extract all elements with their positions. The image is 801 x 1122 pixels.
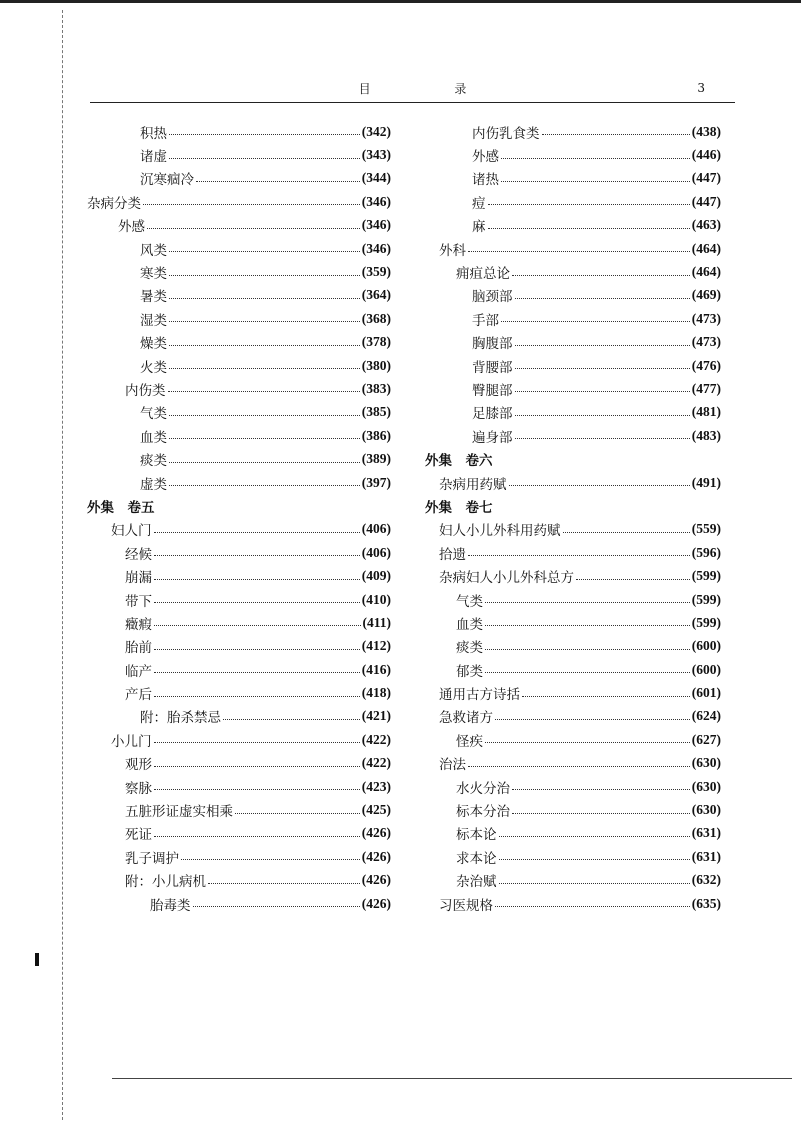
toc-entry [85, 424, 391, 447]
toc-entry-title: 治法 [439, 757, 466, 774]
toc-entry [423, 214, 721, 237]
dot-leader [485, 742, 690, 743]
toc-entry-title: 杂病用药赋 [439, 476, 507, 493]
dot-leader [495, 719, 690, 720]
toc-entry-title: 胸腹部 [472, 336, 513, 353]
toc-entry [85, 284, 391, 307]
toc-entry [423, 635, 721, 658]
toc-entry [85, 564, 391, 587]
toc-entry-page: (422) [361, 755, 391, 771]
toc-entry-title: 沉寒痼冷 [140, 172, 194, 189]
toc-entry-title: 崩漏 [125, 570, 152, 587]
dot-leader [154, 649, 360, 650]
toc-entry-title: 痰类 [456, 640, 483, 657]
dot-leader [154, 555, 360, 556]
toc-entry [423, 284, 721, 307]
toc-entry [85, 752, 391, 775]
toc-entry-page: (426) [361, 872, 391, 888]
toc-entry-title: 燥类 [140, 336, 167, 353]
toc-entry [423, 518, 721, 541]
toc-entry-title: 手部 [472, 312, 499, 329]
dot-leader [169, 438, 360, 439]
toc-entry-page: (343) [361, 147, 391, 163]
dot-leader [154, 766, 360, 767]
toc-entry-page: (464) [691, 264, 721, 280]
dot-leader [154, 836, 360, 837]
dot-leader [488, 228, 690, 229]
dot-leader [143, 204, 360, 205]
dot-leader [169, 345, 360, 346]
toc-entry-page: (364) [361, 287, 391, 303]
dot-leader [509, 485, 690, 486]
page-number: 3 [697, 81, 705, 95]
toc-entry-page: (630) [691, 755, 721, 771]
dot-leader [154, 742, 360, 743]
toc-entry [85, 331, 391, 354]
dot-leader [495, 906, 690, 907]
toc-entry-page: (469) [691, 287, 721, 303]
toc-entry [423, 705, 721, 728]
toc-entry-title: 乳子调护 [125, 850, 179, 867]
dot-leader [515, 391, 690, 392]
toc-entry-title: 胎前 [125, 640, 152, 657]
toc-entry-page: (630) [691, 802, 721, 818]
toc-entry-title: 痘 [472, 195, 486, 212]
toc-entry-title: 血类 [140, 429, 167, 446]
toc-entry-title: 杂病分类 [87, 195, 141, 212]
toc-entry-page: (447) [691, 193, 721, 209]
toc-entry-title: 死证 [125, 827, 152, 844]
toc-entry-page: (599) [691, 614, 721, 630]
toc-entry-title: 妇人小儿外科用药赋 [439, 523, 561, 540]
toc-entry-title: 虚类 [140, 476, 167, 493]
toc-entry [423, 167, 721, 190]
toc-entry [423, 845, 721, 868]
toc-entry-title: 求本论 [456, 850, 497, 867]
toc-entry [85, 471, 391, 494]
toc-entry-title: 内伤乳食类 [472, 125, 540, 142]
toc-entry [423, 377, 721, 400]
toc-entry [423, 260, 721, 283]
toc-entry-page: (342) [361, 123, 391, 139]
toc-entry-page: (631) [691, 825, 721, 841]
toc-entry-page: (385) [361, 404, 391, 420]
scan-binding-line [62, 10, 63, 1120]
toc-entry-page: (491) [691, 474, 721, 490]
dot-leader [499, 883, 690, 884]
toc-entry-title: 风类 [140, 242, 167, 259]
toc-section-heading [423, 447, 721, 470]
toc-entry-title: 痈疽总论 [456, 266, 510, 283]
toc-entry [85, 167, 391, 190]
toc-entry-page: (473) [691, 310, 721, 326]
toc-entry-title: 观形 [125, 757, 152, 774]
toc-entry [423, 611, 721, 634]
toc-entry-title: 标本论 [456, 827, 497, 844]
toc-entry-page: (346) [361, 240, 391, 256]
toc-entry [423, 564, 721, 587]
toc-entry [85, 588, 391, 611]
toc-entry-title: 内伤类 [125, 382, 166, 399]
dot-leader [154, 532, 360, 533]
toc-entry-title: 外集 卷五 [87, 499, 155, 516]
toc-entry [423, 752, 721, 775]
toc-entry-page: (359) [361, 264, 391, 280]
toc-entry-page: (383) [361, 380, 391, 396]
toc-entry [85, 798, 391, 821]
toc-entry [85, 892, 391, 915]
toc-entry-title: 气类 [140, 406, 167, 423]
toc-entry [423, 307, 721, 330]
toc-entry-page: (600) [691, 638, 721, 654]
toc-entry-title: 杂病妇人小儿外科总方 [439, 570, 574, 587]
toc-entry [423, 658, 721, 681]
toc-entry-page: (438) [691, 123, 721, 139]
toc-entry-title: 郁类 [456, 663, 483, 680]
toc-entry [423, 331, 721, 354]
toc-entry-page: (425) [361, 802, 391, 818]
dot-leader [485, 602, 690, 603]
toc-entry-title: 诸热 [472, 172, 499, 189]
dot-leader [468, 766, 690, 767]
toc-entry [423, 541, 721, 564]
toc-entry-title: 气类 [456, 593, 483, 610]
toc-entry [85, 705, 391, 728]
toc-entry-title: 寒类 [140, 266, 167, 283]
dot-leader [168, 391, 360, 392]
toc-entry [85, 214, 391, 237]
toc-entry-title: 痰类 [140, 453, 167, 470]
toc-right-column [423, 120, 721, 915]
toc-entry [423, 728, 721, 751]
toc-entry-page: (483) [691, 427, 721, 443]
toc-entry-title: 经候 [125, 546, 152, 563]
toc-entry-page: (412) [361, 638, 391, 654]
toc-entry-page: (599) [691, 591, 721, 607]
toc-entry [423, 588, 721, 611]
toc-entry-title: 积热 [140, 125, 167, 142]
toc-entry [85, 143, 391, 166]
toc-entry-page: (481) [691, 404, 721, 420]
dot-leader [515, 368, 690, 369]
toc-entry-title: 湿类 [140, 312, 167, 329]
toc-entry [85, 541, 391, 564]
toc-entry [85, 190, 391, 213]
toc-entry-title: 五脏形证虚实相乘 [125, 804, 233, 821]
dot-leader [169, 298, 360, 299]
dot-leader [169, 415, 360, 416]
dot-leader [154, 625, 361, 626]
toc-entry [423, 190, 721, 213]
dot-leader [576, 579, 690, 580]
dot-leader [169, 368, 360, 369]
toc-entry-title: 遍身部 [472, 429, 513, 446]
toc-entry [85, 822, 391, 845]
dot-leader [181, 859, 360, 860]
toc-entry-title: 标本分治 [456, 804, 510, 821]
dot-leader [501, 158, 690, 159]
running-title: 目 录 [358, 82, 507, 96]
toc-entry-title: 外感 [118, 219, 145, 236]
dot-leader [154, 789, 360, 790]
dot-leader [169, 251, 360, 252]
toc-entry-page: (624) [691, 708, 721, 724]
toc-entry-title: 产后 [125, 687, 152, 704]
toc-entry-title: 附：胎杀禁忌 [140, 710, 221, 727]
toc-entry-page: (447) [691, 170, 721, 186]
dot-leader [501, 181, 690, 182]
toc-entry-title: 带下 [125, 593, 152, 610]
toc-entry-title: 血类 [456, 616, 483, 633]
toc-entry [85, 447, 391, 470]
toc-section-heading [423, 494, 721, 517]
dot-leader [169, 485, 360, 486]
dot-leader [468, 251, 690, 252]
dot-leader [169, 158, 360, 159]
toc-entry-title: 杂治赋 [456, 874, 497, 891]
dot-leader [154, 672, 360, 673]
toc-entry-title: 习医规格 [439, 897, 493, 914]
toc-entry-page: (380) [361, 357, 391, 373]
toc-entry [423, 143, 721, 166]
toc-left-column [85, 120, 391, 915]
dot-leader [485, 672, 690, 673]
toc-entry-title: 外集 卷七 [425, 499, 493, 516]
toc-entry-title: 背腰部 [472, 359, 513, 376]
toc-entry-page: (368) [361, 310, 391, 326]
toc-entry [85, 635, 391, 658]
dot-leader [169, 275, 360, 276]
toc-entry [423, 822, 721, 845]
toc-entry-title: 临产 [125, 663, 152, 680]
dot-leader [208, 883, 360, 884]
toc-entry-title: 胎毒类 [150, 897, 191, 914]
toc-entry-page: (406) [361, 521, 391, 537]
toc-entry-page: (389) [361, 451, 391, 467]
dot-leader [154, 579, 360, 580]
dot-leader [154, 696, 360, 697]
toc-entry [423, 869, 721, 892]
dot-leader [515, 438, 690, 439]
toc-entry-title: 足膝部 [472, 406, 513, 423]
toc-entry [423, 401, 721, 424]
dot-leader [147, 228, 360, 229]
toc-entry-page: (473) [691, 334, 721, 350]
toc-entry-page: (464) [691, 240, 721, 256]
dot-leader [512, 813, 690, 814]
toc-entry [423, 892, 721, 915]
dot-leader [563, 532, 690, 533]
dot-leader [485, 625, 690, 626]
toc-entry [85, 728, 391, 751]
dot-leader [542, 134, 690, 135]
toc-entry-page: (630) [691, 778, 721, 794]
scan-mark [35, 953, 39, 966]
toc-entry [423, 775, 721, 798]
toc-entry-page: (426) [361, 895, 391, 911]
toc-entry [85, 658, 391, 681]
dot-leader [169, 134, 360, 135]
toc-entry-title: 察脉 [125, 780, 152, 797]
toc-entry [85, 775, 391, 798]
scan-edge-bottom [112, 1078, 792, 1079]
toc-entry [423, 798, 721, 821]
toc-entry-page: (601) [691, 685, 721, 701]
dot-leader [169, 321, 360, 322]
toc-entry-page: (378) [361, 334, 391, 350]
toc-entry-title: 外集 卷六 [425, 453, 493, 470]
toc-entry-title: 麻 [472, 219, 486, 236]
toc-entry [85, 518, 391, 541]
toc-entry-page: (422) [361, 731, 391, 747]
dot-leader [488, 204, 690, 205]
dot-leader [522, 696, 690, 697]
dot-leader [154, 602, 360, 603]
dot-leader [501, 321, 690, 322]
toc-entry [85, 681, 391, 704]
toc-entry [85, 237, 391, 260]
dot-leader [196, 181, 360, 182]
toc-entry-title: 拾遗 [439, 546, 466, 563]
dot-leader [499, 836, 690, 837]
toc-entry [423, 354, 721, 377]
toc-entry-page: (386) [361, 427, 391, 443]
toc-entry-page: (344) [361, 170, 391, 186]
dot-leader [468, 555, 690, 556]
toc-entry [423, 237, 721, 260]
toc-entry-page: (596) [691, 544, 721, 560]
toc-entry-page: (416) [361, 661, 391, 677]
dot-leader [193, 906, 360, 907]
toc-entry [85, 260, 391, 283]
toc-entry-title: 水火分治 [456, 780, 510, 797]
toc-entry-title: 外感 [472, 149, 499, 166]
dot-leader [515, 345, 690, 346]
toc-entry-page: (397) [361, 474, 391, 490]
toc-entry-title: 通用古方诗括 [439, 687, 520, 704]
dot-leader [223, 719, 360, 720]
toc-entry-page: (411) [362, 614, 391, 630]
toc-entry-page: (559) [691, 521, 721, 537]
toc-entry-title: 脑颈部 [472, 289, 513, 306]
toc-entry-title: 怪疾 [456, 733, 483, 750]
running-header [90, 80, 735, 103]
toc-entry-page: (635) [691, 895, 721, 911]
toc-entry-page: (476) [691, 357, 721, 373]
toc-entry-page: (477) [691, 380, 721, 396]
toc-entry [85, 845, 391, 868]
toc-entry-page: (346) [361, 217, 391, 233]
toc-entry [85, 869, 391, 892]
toc-entry-page: (463) [691, 217, 721, 233]
toc-entry [423, 120, 721, 143]
toc-entry [85, 307, 391, 330]
toc-entry [85, 611, 391, 634]
toc-entry-page: (346) [361, 193, 391, 209]
toc-entry-page: (446) [691, 147, 721, 163]
dot-leader [485, 649, 690, 650]
toc-entry-page: (631) [691, 848, 721, 864]
toc-entry-title: 小儿门 [111, 733, 152, 750]
dot-leader [169, 462, 360, 463]
toc-entry [85, 401, 391, 424]
toc-entry-page: (421) [361, 708, 391, 724]
dot-leader [515, 298, 690, 299]
toc-entry-page: (632) [691, 872, 721, 888]
toc-entry-page: (599) [691, 568, 721, 584]
toc-entry-title: 暑类 [140, 289, 167, 306]
toc-entry [423, 681, 721, 704]
toc-entry-title: 附：小儿病机 [125, 874, 206, 891]
toc-entry-page: (426) [361, 825, 391, 841]
toc-entry-page: (627) [691, 731, 721, 747]
toc-entry-page: (426) [361, 848, 391, 864]
dot-leader [515, 415, 690, 416]
toc-entry-title: 诸虚 [140, 149, 167, 166]
toc-section-heading [85, 494, 391, 517]
toc-entry-page: (410) [361, 591, 391, 607]
dot-leader [499, 859, 690, 860]
toc-entry [85, 377, 391, 400]
scan-edge-top [0, 0, 801, 3]
toc-entry-title: 急救诸方 [439, 710, 493, 727]
toc-entry-page: (418) [361, 685, 391, 701]
dot-leader [235, 813, 360, 814]
dot-leader [512, 275, 690, 276]
toc-entry-page: (600) [691, 661, 721, 677]
dot-leader [512, 789, 690, 790]
toc-entry [85, 354, 391, 377]
toc-entry-title: 臀腿部 [472, 382, 513, 399]
toc-entry [85, 120, 391, 143]
toc-entry-title: 火类 [140, 359, 167, 376]
toc-entry-page: (409) [361, 568, 391, 584]
toc-entry-title: 外科 [439, 242, 466, 259]
toc-entry-page: (406) [361, 544, 391, 560]
toc-entry-page: (423) [361, 778, 391, 794]
toc-entry [423, 424, 721, 447]
toc-entry-title: 妇人门 [111, 523, 152, 540]
toc-entry-title: 癥瘕 [125, 616, 152, 633]
toc-entry [423, 471, 721, 494]
